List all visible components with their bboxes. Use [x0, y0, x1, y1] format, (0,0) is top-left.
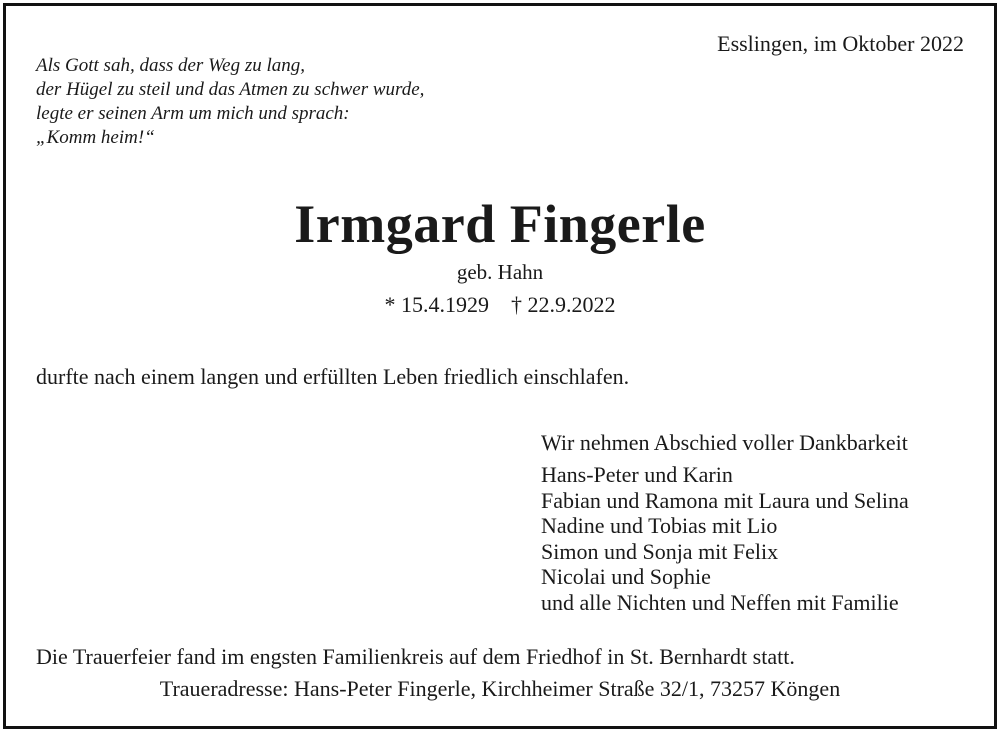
poem-line: der Hügel zu steil und das Atmen zu schwer wurde,	[36, 79, 425, 100]
birth-date: * 15.4.1929	[384, 292, 489, 317]
poem-line: legte er seinen Arm um mich und sprach:	[36, 103, 350, 124]
mourning-address: Traueradresse: Hans-Peter Fingerle, Kirchheimer Straße 32/1, 73257 Köngen	[159, 676, 841, 701]
mourner-list	[541, 462, 909, 615]
farewell-line: Wir nehmen Abschied voller Dankbarkeit	[541, 430, 908, 455]
life-dates	[0, 290, 1000, 320]
poem-line: „Komm heim!“	[36, 127, 155, 148]
death-statement: durfte nach einem langen und erfüllten Leben friedlich einschlafen.	[36, 364, 630, 389]
mourner-item: und alle Nichten und Neffen mit Familie	[541, 589, 899, 615]
mourner-item: Nadine und Tobias mit Lio	[541, 513, 778, 538]
mourner-item: Hans-Peter und Karin	[541, 462, 733, 487]
maiden-name: geb. Hahn	[456, 260, 544, 284]
poem	[36, 54, 424, 150]
mourner-item: Nicolai und Sophie	[541, 564, 711, 589]
poem-line: Als Gott sah, dass der Weg zu lang,	[36, 55, 306, 76]
mourner-item: Fabian und Ramona mit Laura und Selina	[541, 487, 909, 513]
mourner-item: Simon und Sonja mit Felix	[541, 538, 779, 564]
funeral-notice: Die Trauerfeier fand im engsten Familienkreis auf dem Friedhof in St. Bernhardt statt.	[36, 644, 795, 669]
place-and-date: Esslingen, im Oktober 2022	[717, 31, 964, 56]
deceased-name: Irmgard Fingerle	[294, 194, 706, 254]
death-date: † 22.9.2022	[511, 292, 616, 317]
